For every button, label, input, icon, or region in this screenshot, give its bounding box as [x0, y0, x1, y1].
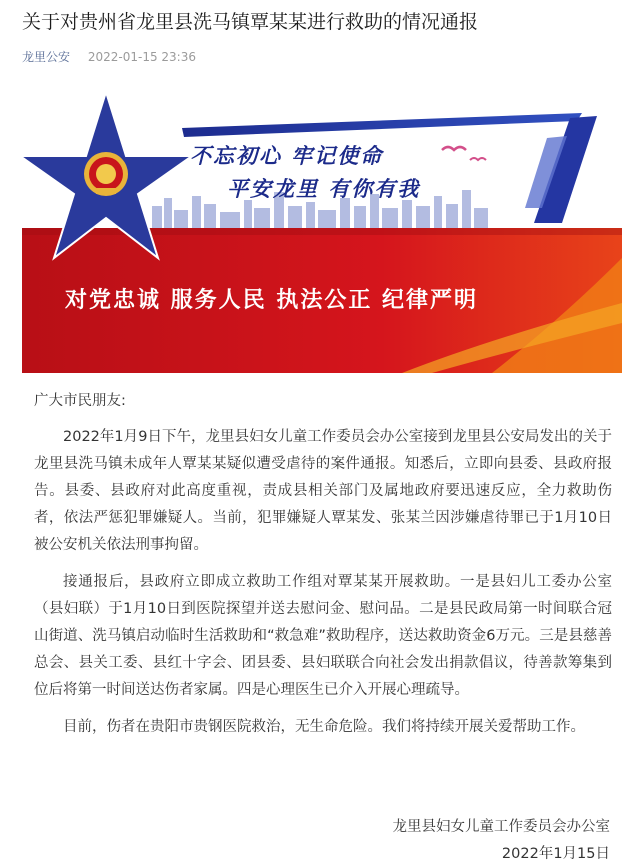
paragraph-1: 2022年1月9日下午，龙里县妇女儿童工作委员会办公室接到龙里县公安局发出的关于龙里县洗马镇未成年人覃某某疑似遭受虐待的案件通报。知悉后，立即向县委、县政府报告。县委、县政府对此高度重视，责成县相关部门及属地政府要迅速反应，全力救助伤者，依法严惩犯罪嫌疑人。当前，犯罪嫌疑人覃某发、张某兰因涉嫌虐待罪已于1月10日被公安机关依法刑事拘留。: [34, 429, 612, 553]
article-meta: [22, 48, 196, 65]
signature: 龙里县妇女儿童工作委员会办公室: [392, 819, 610, 835]
paragraph-3: 目前，伤者在贵阳市贵钢医院救治，无生命危险。我们将持续开展关爱帮助工作。: [63, 719, 585, 735]
police-badge-icon: [84, 152, 128, 196]
article-datetime: 2022-01-15 23:36: [87, 50, 196, 64]
banner-slogan-line2: 平安龙里 有你有我: [227, 176, 421, 201]
article-body: [34, 388, 612, 751]
paragraph-2: 接通报后，县政府立即成立救助工作组对覃某某开展救助。一是县妇儿工委办公室（县妇联）于1月10日到医院探望并送去慰问金、慰问品。二是县民政局第一时间联合冠山街道、洗马镇启动临时生活救助和“救急难”救助程序，送达救助资金6万元。三是县慈善总会、县关工委、县红十字会、团县委、县妇联联合向社会发出捐款倡议，待善款筹集到位后将第一时间送达伤者家属。四是心理医生已介入开展心理疏导。: [34, 574, 612, 698]
article-source-link[interactable]: 龙里公安: [22, 50, 71, 64]
banner-slogan-line1: 不忘初心 牢记使命: [190, 143, 384, 168]
police-banner-image: [22, 88, 622, 373]
article-title: 关于对贵州省龙里县洗马镇覃某某进行救助的情况通报: [22, 11, 479, 33]
banner-motto: 对党忠诚 服务人民 执法公正 纪律严明: [65, 288, 478, 313]
greeting-line: 广大市民朋友:: [34, 393, 126, 409]
signature-date: 2022年1月15日: [501, 846, 610, 862]
